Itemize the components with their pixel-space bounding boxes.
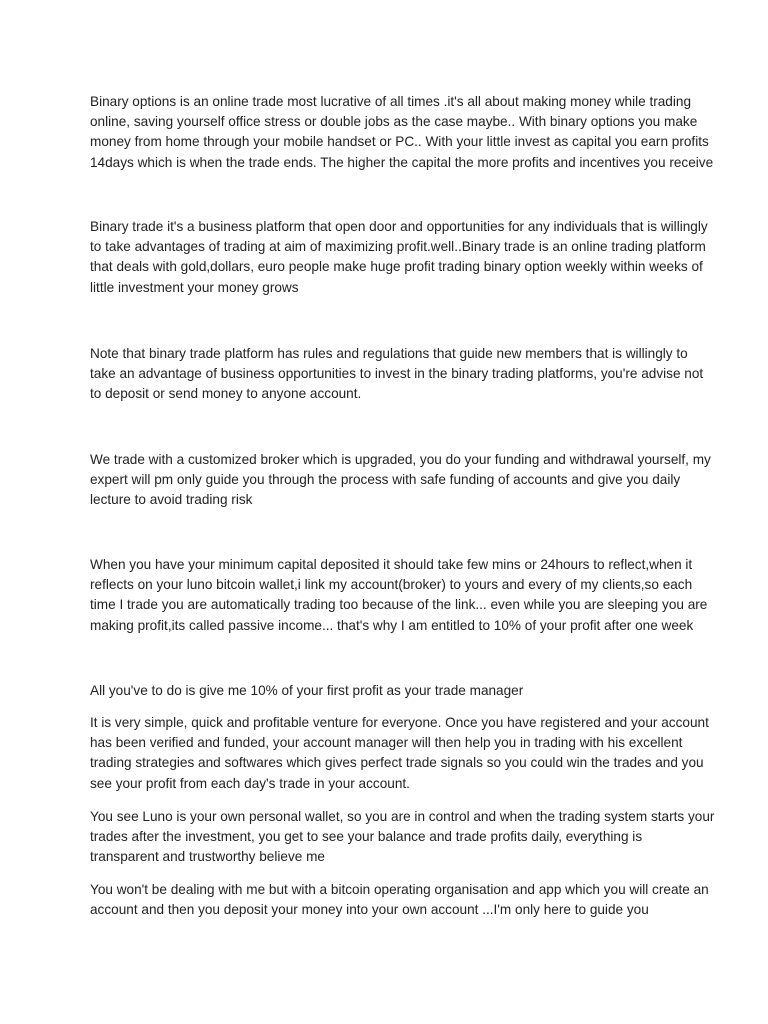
- text-line: reflects on your luno bitcoin wallet,i link my account(broker) to yours and every of my clients,so each: [90, 577, 693, 593]
- text-line: has been verified and funded, your account manager will then help you in trading with his excellent: [90, 735, 683, 751]
- paragraph-trade-manager-fee: [90, 681, 690, 701]
- text-line: online, saving yourself office stress or double jobs as the case maybe.. With binary options you make: [90, 114, 698, 130]
- text-line: take an advantage of business opportunities to invest in the binary trading platforms, you're advise not: [90, 366, 704, 382]
- text-line: You won't be dealing with me but with a bitcoin operating organisation and app which you will create an: [90, 882, 709, 897]
- text-line: little investment your money grows: [90, 279, 299, 295]
- text-line: time I trade you are automatically trading too because of the link... even while you are sleeping you are: [90, 597, 708, 613]
- text-line: to take advantages of trading at aim of maximizing profit.well..Binary trade is an online trading platform: [90, 239, 706, 255]
- paragraph-customized-broker: [90, 450, 711, 511]
- paragraph-bitcoin-organisation: [90, 880, 709, 920]
- text-line: transparent and trustworthy believe me: [90, 849, 325, 865]
- text-line: trading strategies and softwares which gives perfect trade signals so you could win the trades and you: [90, 755, 704, 771]
- text-line: It is very simple, quick and profitable venture for everyone. Once you have registered and your account: [90, 715, 709, 730]
- text-line: making profit,its called passive income... that's why I am entitled to 10% of your profit after one week: [90, 617, 694, 633]
- text-line: We trade with a customized broker which is upgraded, you do your funding and withdrawal yourself, my: [90, 452, 711, 467]
- text-line: lecture to avoid trading risk: [90, 492, 253, 508]
- paragraph-luno-wallet: [90, 807, 715, 868]
- text-line: money from home through your mobile handset or PC.. With your little invest as capital you earn profits: [90, 134, 709, 150]
- text-line: Note that binary trade platform has rules and regulations that guide new members that is willingly to: [90, 346, 688, 361]
- paragraph-binary-trade-platform: [90, 217, 708, 298]
- text-line: to deposit or send money to anyone account.: [90, 386, 362, 402]
- text-line: You see Luno is your own personal wallet, so you are in control and when the trading system starts your: [90, 809, 715, 824]
- text-line: All you've to do is give me 10% of your first profit as your trade manager: [90, 683, 524, 698]
- text-line: Binary options is an online trade most lucrative of all times .it's all about making money while trading: [90, 94, 692, 109]
- text-line: 14days which is when the trade ends. The higher the capital the more profits and incentives you receive: [90, 154, 714, 170]
- paragraph-rules-and-regulations: [90, 344, 704, 405]
- text-line: Binary trade it's a business platform that open door and opportunities for any individuals that is willingly: [90, 219, 708, 234]
- text-line: that deals with gold,dollars, euro people make huge profit trading binary option weekly within weeks of: [90, 259, 703, 275]
- text-line: expert will pm only guide you through the process with safe funding of accounts and give you daily: [90, 472, 681, 488]
- text-line: When you have your minimum capital deposited it should take few mins or 24hours to reflect,when it: [90, 557, 693, 572]
- paragraph-binary-options-intro: [90, 92, 714, 173]
- paragraph-minimum-capital: [90, 555, 708, 636]
- text-line: account and then you deposit your money into your own account ...I'm only here to guide you: [90, 902, 649, 918]
- text-line: trades after the investment, you get to see your balance and trade profits daily, everything is: [90, 829, 643, 845]
- paragraph-simple-venture: [90, 713, 709, 794]
- text-line: see your profit from each day's trade in your account.: [90, 775, 410, 791]
